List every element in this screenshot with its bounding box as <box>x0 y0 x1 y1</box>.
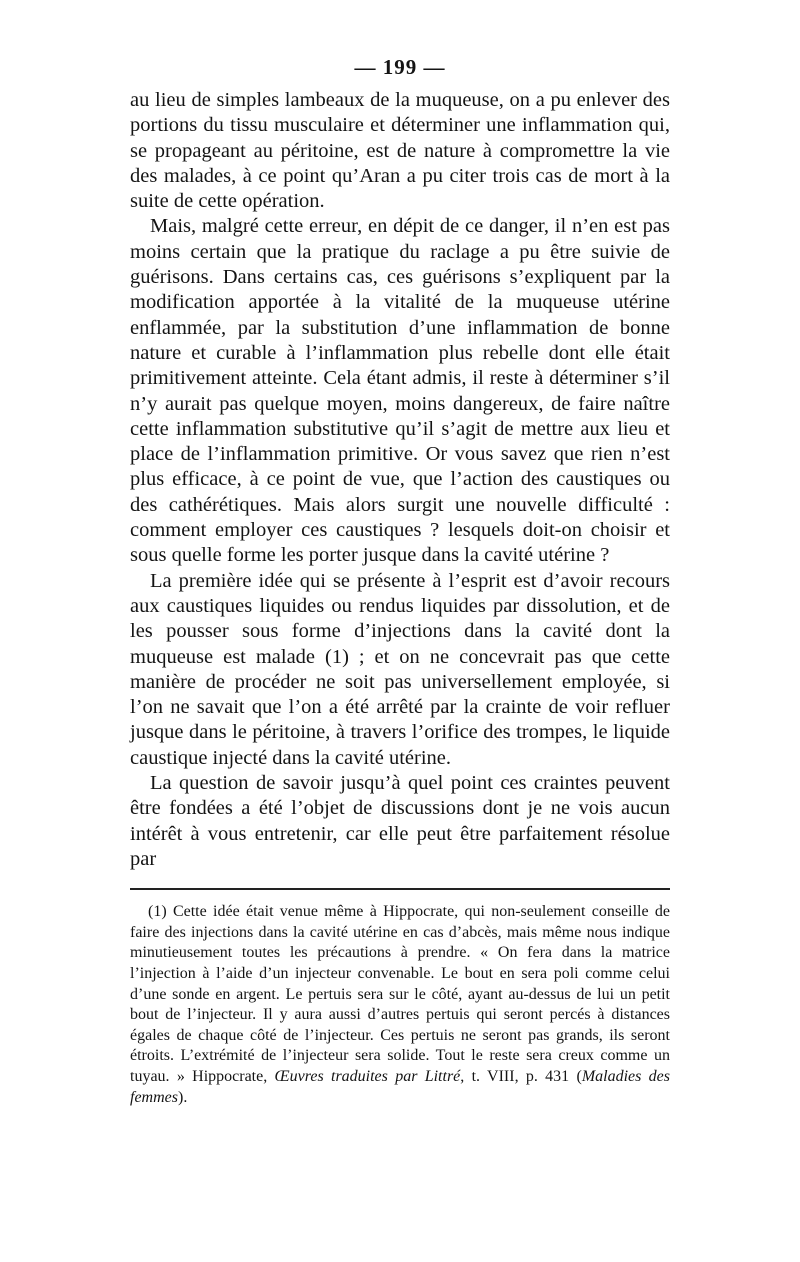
paragraph-raclage: Mais, malgré cette erreur, en dépit de ce danger, il n’en est pas moins certain que la pratique du raclage a pu être suivie de guérisons. Dans certains cas, ces guérisons s’expliquent par la modification apportée à la vitalité de la muqueuse utérine enflammée, par la substitution d’une inflammation de bonne nature et curable à l’inflammation plus rebelle dont elle était primitivement atteinte. Cela étant admis, il reste à déterminer s’il n’y aurait pas quelque moyen, moins dangereux, de faire naître cette inflammation substitutive qu’il s’agit de mettre aux lieu et place de l’inflammation primitive. Or vous savez que rien n’est plus efficace, à ce point de vue, que l’action des caustiques ou des cathérétiques. Mais alors surgit une nouvelle difficulté : comment employer ces caustiques ? lesquels doit-on choisir et sous quelle forme les porter jusque dans la cavité utérine ? <box>130 215 670 567</box>
footnote-1 <box>130 902 670 1108</box>
paragraph-question: La question de savoir jusqu’à quel point ces craintes peuvent être fondées a été l’objet de discussions dont je ne vois aucun intérêt à vous entretenir, car elle peut être parfaitement résolue par <box>130 772 670 870</box>
paragraph-continuation: au lieu de simples lambeaux de la muqueuse, on a pu enlever des portions du tissu musculaire et déterminer une inflammation qui, se propageant au péritoine, est de nature à compromettre la vie des malades, à ce point qu’Aran a pu citer trois cas de mort à la suite de cette opération. <box>130 89 670 213</box>
footnotes <box>130 902 670 1108</box>
footnote-divider <box>130 888 670 890</box>
footnote-end: ). <box>177 1088 188 1106</box>
body-text <box>130 88 670 872</box>
footnote-section-title: Maladies des femmes <box>130 1067 671 1106</box>
footnote-text: (1) Cette idée était venue même à Hippocrate, qui non-seulement conseille de faire des injections dans la cavité utérine en cas d’abcès, mais même nous indique minutieusement toutes les précautions à prendre. « On fera dans la matrice l’injection à l’aide d’un injecteur convenable. Le bout en sera poli comme celui d’une sonde en argent. Le pertuis sera sur le côté, ayant au-dessus de lui un petit bout de l’injecteur. Il y aura aussi d’autres pertuis qui seront percés à distances égales de chaque côté de l’injecteur. Ces pertuis ne seront pas grands, ils seront étroits. L’extrémité de l’injecteur sera solide. Tout le reste sera creux comme un tuyau. » Hippocrate, <box>130 903 670 1085</box>
paragraph-injections: La première idée qui se présente à l’esprit est d’avoir recours aux caustiques liquides ou rendus liquides par dissolution, et de les pousser sous forme d’injections dans la cavité dont la muqueuse est malade (1) ; et on ne concevrait pas que cette manière de procéder ne soit pas universellement employée, si l’on ne savait que l’on a été arrêté par la crainte de voir refluer jusque dans le péritoine, à travers l’orifice des trompes, le liquide caustique injecté dans la cavité utérine. <box>130 569 670 769</box>
page-number: — 199 — <box>354 55 446 79</box>
footnote-reference: , t. VIII, p. 431 ( <box>460 1067 582 1085</box>
book-page <box>130 52 670 1108</box>
footnote-work-title: Œuvres traduites par Littré <box>274 1067 461 1085</box>
